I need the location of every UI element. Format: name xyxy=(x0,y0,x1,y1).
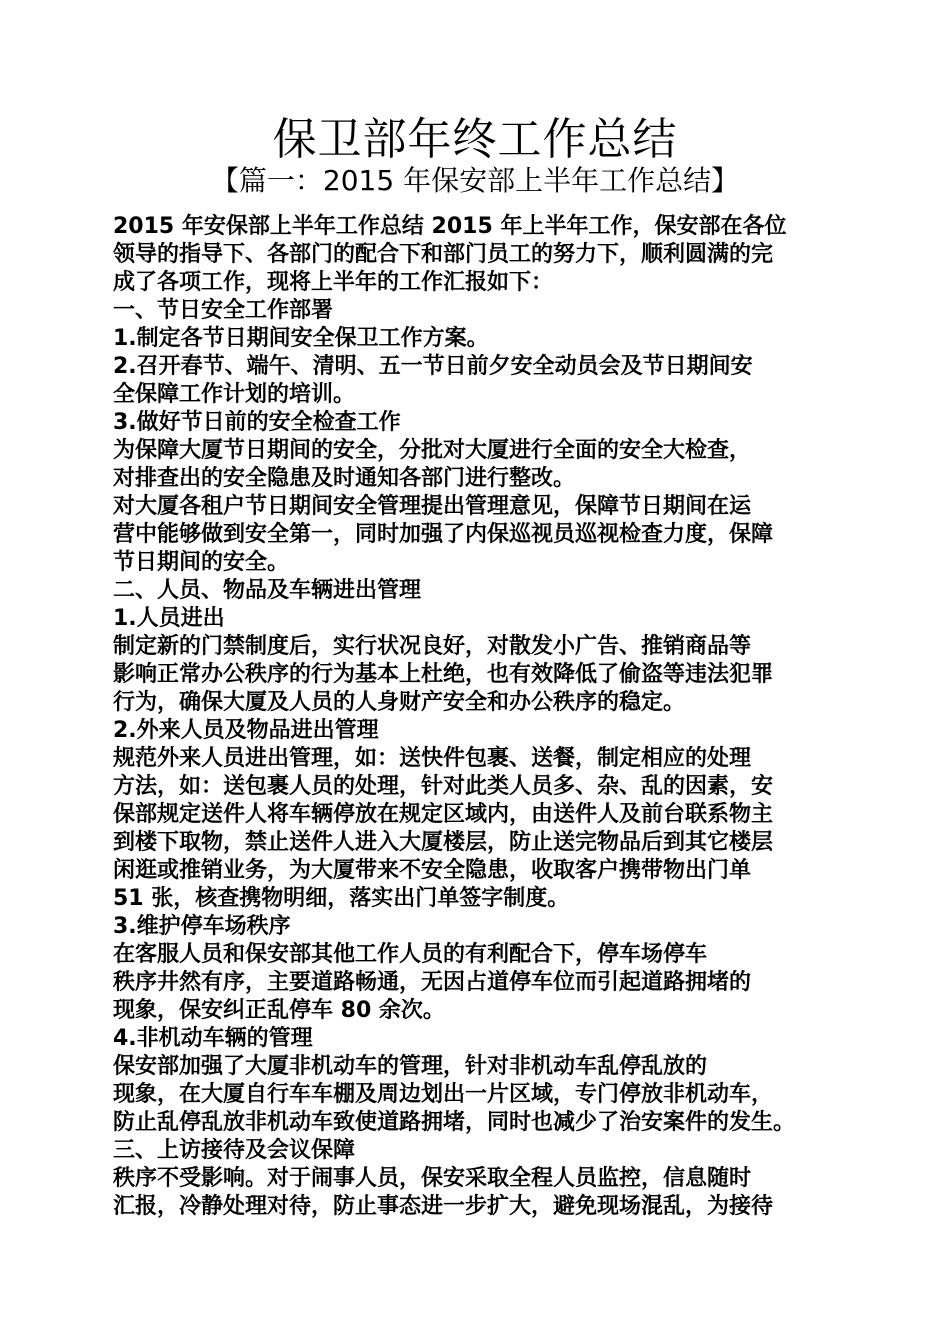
body-line: 保安部加强了大厦非机动车的管理，针对非机动车乱停乱放的 xyxy=(113,1054,708,1079)
body-line: 对排查出的安全隐患及时通知各部门进行整改。 xyxy=(113,466,576,491)
body-line: 汇报，冷静处理对待，防止事态进一步扩大，避免现场混乱，为接待 xyxy=(113,1194,774,1219)
body-line: 行为，确保大厦及人员的人身财产安全和办公秩序的稳定。 xyxy=(113,690,686,715)
body-line: 二、人员、物品及车辆进出管理 xyxy=(113,578,422,603)
body-line: 领导的指导下、各部门的配合下和部门员工的努力下，顺利圆满的完 xyxy=(113,242,774,267)
body-line: 规范外来人员进出管理，如：送快件包裹、送餐，制定相应的处理 xyxy=(113,746,752,771)
body-line: 全保障工作计划的培训。 xyxy=(113,382,356,407)
body-line: 成了各项工作，现将上半年的工作汇报如下： xyxy=(113,270,554,295)
body-line: 三、上访接待及会议保障 xyxy=(113,1138,356,1163)
body-line: 到楼下取物，禁止送件人进入大厦楼层，防止送完物品后到其它楼层 xyxy=(113,830,774,855)
body-line: 影响正常办公秩序的行为基本上杜绝，也有效降低了偷盗等违法犯罪 xyxy=(113,662,774,687)
body-line: 2.外来人员及物品进出管理 xyxy=(113,718,379,743)
body-line: 方法，如：送包裹人员的处理，针对此类人员多、杂、乱的因素，安 xyxy=(113,774,774,799)
body-line: 现象，保安纠正乱停车 80 余次。 xyxy=(113,998,445,1023)
body-line: 秩序不受影响。对于闹事人员，保安采取全程人员监控，信息随时 xyxy=(113,1166,752,1191)
body-line: 4.非机动车辆的管理 xyxy=(113,1026,313,1051)
body-line: 51 张，核查携物明细，落实出门单签字制度。 xyxy=(113,886,570,911)
body-line: 秩序井然有序，主要道路畅通，无因占道停车位而引起道路拥堵的 xyxy=(113,970,752,995)
body-line: 现象，在大厦自行车车棚及周边划出一片区域，专门停放非机动车， xyxy=(113,1082,774,1107)
body-line: 3.维护停车场秩序 xyxy=(113,914,291,939)
body-line: 营中能够做到安全第一，同时加强了内保巡视员巡视检查力度，保障 xyxy=(113,522,774,547)
body-line: 2015 年安保部上半年工作总结 2015 年上半年工作，保安部在各位 xyxy=(113,214,787,239)
body-line: 闲逛或推销业务，为大厦带来不安全隐患，收取客户携带物出门单 xyxy=(113,858,752,883)
body-line: 一、节日安全工作部署 xyxy=(113,298,334,323)
body-line: 2.召开春节、端午、清明、五一节日前夕安全动员会及节日期间安 xyxy=(113,354,753,379)
body-line: 防止乱停乱放非机动车致使道路拥堵，同时也减少了治安案件的发生。 xyxy=(113,1110,796,1135)
body-line: 3.做好节日前的安全检查工作 xyxy=(113,410,401,435)
body-line: 1.人员进出 xyxy=(113,606,225,631)
body-line: 为保障大厦节日期间的安全，分批对大厦进行全面的安全大检查， xyxy=(113,438,752,463)
body-line: 节日期间的安全。 xyxy=(113,550,290,575)
body-line: 保部规定送件人将车辆停放在规定区域内，由送件人及前台联系物主 xyxy=(113,802,774,827)
document-subtitle: 【篇一：2015 年保安部上半年工作总结】 xyxy=(210,164,740,197)
body-line: 对大厦各租户节日期间安全管理提出管理意见，保障节日期间在运 xyxy=(113,494,752,519)
body-line: 制定新的门禁制度后，实行状况良好，对散发小广告、推销商品等 xyxy=(113,634,752,659)
document-body xyxy=(113,213,848,1221)
body-line: 在客服人员和保安部其他工作人员的有利配合下，停车场停车 xyxy=(113,942,708,967)
document-title: 保卫部年终工作总结 xyxy=(272,114,678,165)
body-line: 1.制定各节日期间安全保卫工作方案。 xyxy=(113,326,489,351)
